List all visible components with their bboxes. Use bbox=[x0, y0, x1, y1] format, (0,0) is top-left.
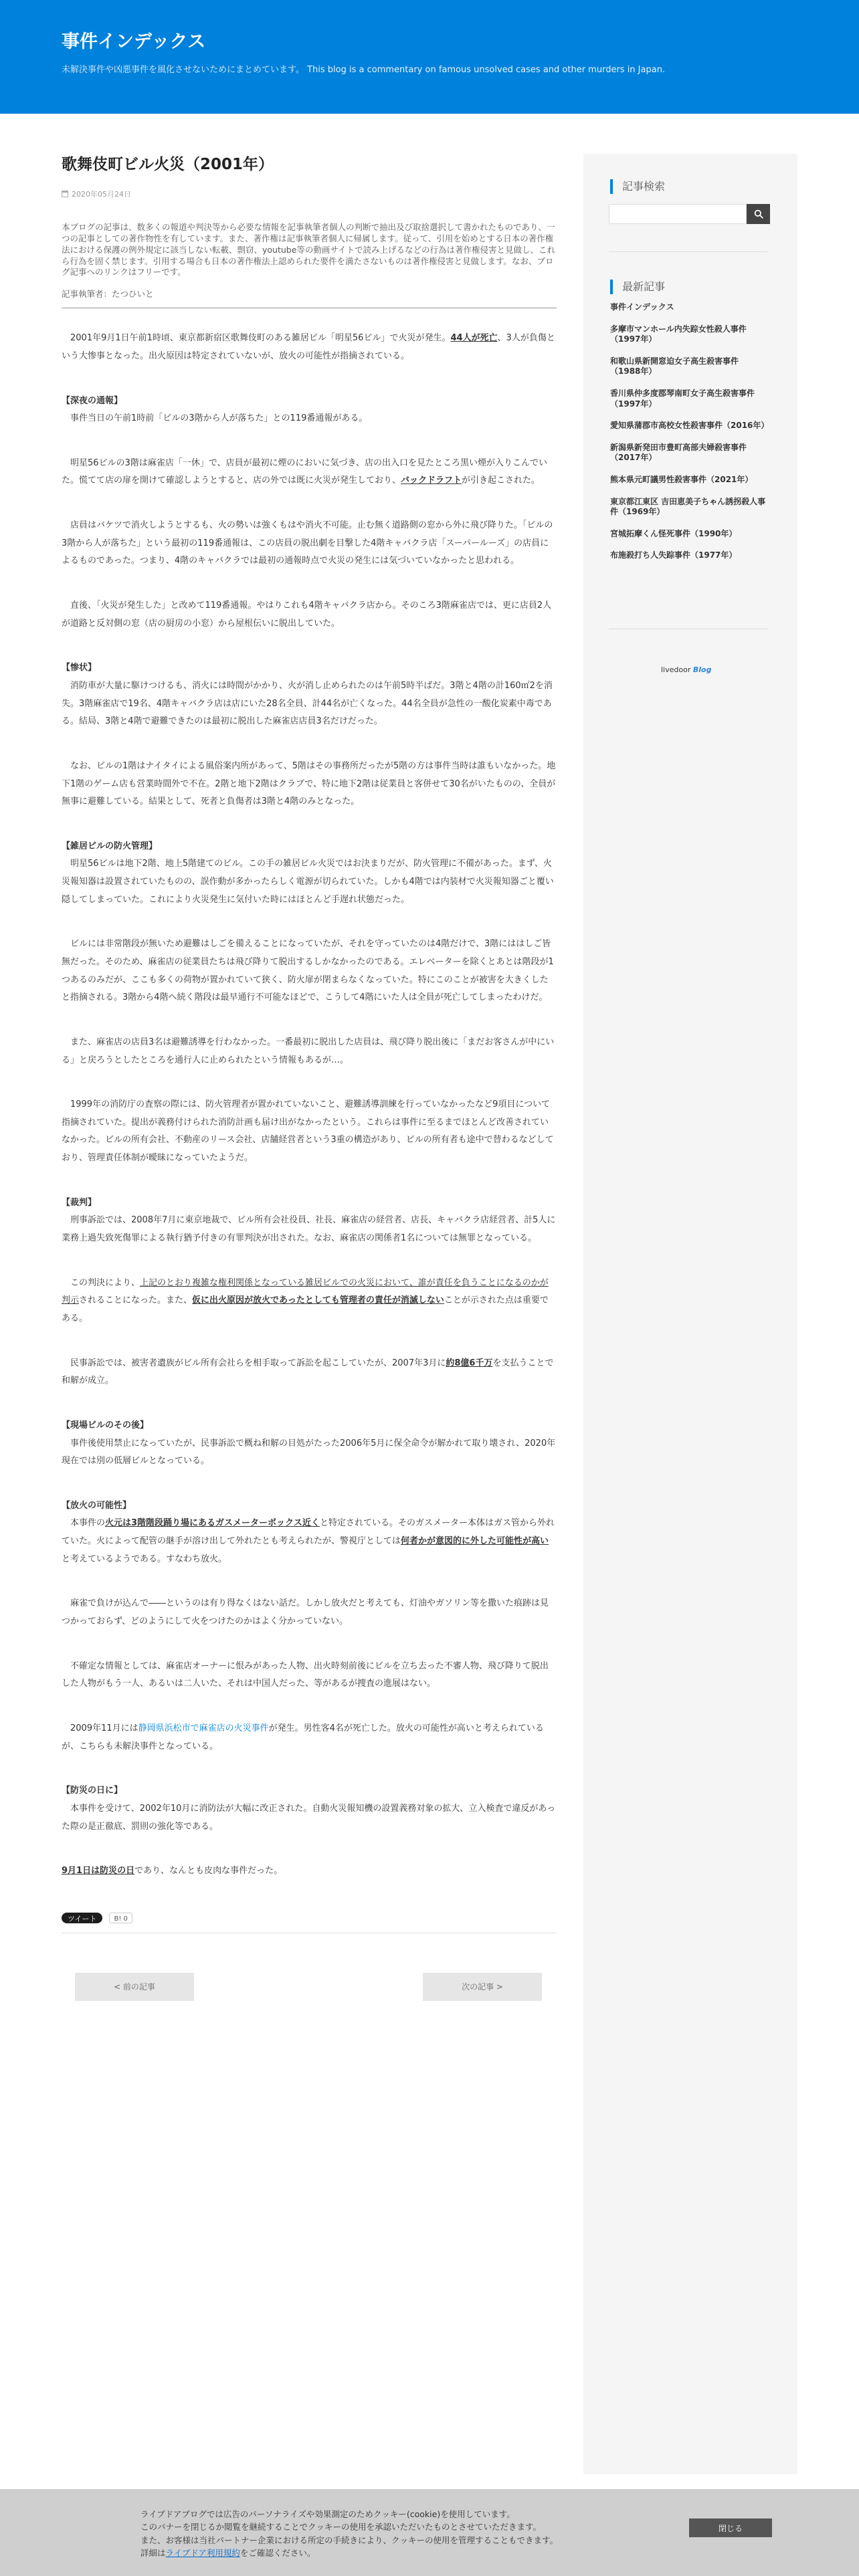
recent-article-link[interactable]: 愛知県蒲郡市高校女性殺害事件（2016年） bbox=[610, 421, 769, 431]
recent-article-link[interactable]: 東京都江東区 吉田恵美子ちゃん誘拐殺人事件（1969年） bbox=[610, 496, 766, 517]
paragraph bbox=[62, 1720, 557, 1755]
paragraph: なお、ビルの1階はナイタイによる風俗案内所があって、5階はその事務所だったが5階の方は事件当時は誰もいなかった。地下1階のゲーム店も営業時間外で不在。2階と地下2階はクラブで、特に地下2階は従業員と客併せて30名がいたものの、全員が無事に避難している。結果として、死者と負傷者は3階と4階のみとなった。 bbox=[62, 760, 556, 807]
recent-articles-list bbox=[610, 302, 768, 572]
recent-article-item bbox=[610, 324, 768, 345]
paragraph bbox=[62, 1862, 557, 1881]
hamamatsu-case-link[interactable]: 静岡県浜松市で麻雀店の火災事件 bbox=[138, 1723, 269, 1733]
paragraph-text: と考えているようである。すなわち放火。 bbox=[62, 1553, 227, 1564]
paragraph: 刑事訴訟では、2008年7月に東京地裁で、ビル所有会社役員、社長、麻雀店の経営者、店長、キャバクラ店経営者、計5人に業務上過失致死傷罪による執行猶予付きの有罪判決が出された。なお、麻雀店の関係者1名については無罪となっている。 bbox=[62, 1215, 556, 1244]
section-heading: 【裁判】 bbox=[62, 1197, 97, 1208]
paragraph-text: と特定されている。そのガスメーター本体はガス管から外れていた。火によって配管の継手が溶け出して外れたとも考えられたが、警視庁としては bbox=[62, 1518, 555, 1547]
recent-article-link[interactable]: 布施殺打ち人失踪事件（1977年） bbox=[610, 550, 737, 560]
terms-of-use-link[interactable]: ライブドア利用規約 bbox=[165, 2548, 240, 2559]
search-widget-heading: 記事検索 bbox=[610, 179, 665, 194]
cookie-close-button[interactable]: 閉じる bbox=[689, 2518, 772, 2537]
section-heading: 【現場ビルのその後】 bbox=[62, 1420, 149, 1430]
next-article-button[interactable]: 次の記事 > bbox=[423, 1973, 542, 2001]
recent-article-link[interactable]: 多摩市マンホール内失踪女性殺人事件（1997年） bbox=[610, 324, 747, 344]
article-author: 記事執筆者：たつひいと bbox=[62, 288, 557, 308]
paragraph: 不確定な情報としては、麻雀店オーナーに恨みがあった人物、出火時刻前後にビルを立ち去った不審人物、飛び降りて脱出した人物がもう一人、あるいは二人いた、それは中国人だった、等があるが捜査の進展はない。 bbox=[62, 1660, 549, 1689]
section-trial bbox=[62, 1194, 557, 1390]
cookie-line: 詳細は bbox=[140, 2548, 166, 2559]
recent-article-link[interactable]: 和歌山県新開窓迫女子高生殺害事件（1988年） bbox=[610, 356, 739, 377]
cookie-message bbox=[140, 2508, 649, 2560]
recent-article-item bbox=[610, 497, 768, 518]
paragraph: 店員はバケツで消火しようとするも、火の勢いは強くもはや消火不可能。止む無く道路側の窓から外に飛び降りた。「ビルの3階から人が落ちた」という最初の119番通報は、この店員の脱出劇を目撃した4階キャバクラ店「スーパールーズ」の店員によるものであった。つまり、4階のキャバクラでは最初の通報時点で火災の発生には気づいていなかったと思われる。 bbox=[62, 520, 553, 566]
sidebar-divider bbox=[609, 251, 768, 252]
paragraph-text: ことが示された点は重要である。 bbox=[62, 1295, 549, 1323]
copyright-disclaimer: 本ブログの記事は、数多くの報道や判決等から必要な情報を記事執筆者個人の判断で抽出及び取捨選択して書かれたものであり、一つの記事としての著作物性を有しています。また、著作権は記事執筆者個人に帰属します。従って、引用を始めとする日本の著作権法における保護の例外規定に該当しない転載、剽窃、youtube等の動画サイトで読み上げるなどの行為は著作権侵害と見做し、これら行為を固く禁じます。引用する場合も日本の著作権法上認められた要件を満たさないものは著作権侵害と見做します。なお、ブログ記事へのリンクはフリーです。 bbox=[62, 221, 556, 278]
livedoor-blog-logo[interactable] bbox=[661, 665, 711, 674]
underlined-text: 上記のとおり複雑な権利関係となっている雑居ビルでの火災において、誰が責任を負うことになるのかが判示 bbox=[62, 1277, 549, 1306]
section-heading: 【雑居ビルの防火管理】 bbox=[62, 841, 158, 851]
recent-article-item bbox=[610, 421, 768, 431]
recent-article-link[interactable]: 事件インデックス bbox=[610, 302, 674, 312]
article-date bbox=[62, 189, 557, 199]
paragraph: 1999年の消防庁の査察の際には、防火管理者が置かれていないこと、避難誘導訓練を行っていなかったなど9項目について指摘されていた。提出が義務付けられた消防計画も届け出がなかったという。これらは事件に至るまでほとんど改善されていなかった。ビルの所有会社、不動産のリース会社、店舗経営者という3重の構造があり、ビルの所有者も途中で替わるなどしており、管理責任体制が曖昧になっていたようだ。 bbox=[62, 1099, 554, 1164]
recent-article-item bbox=[610, 475, 768, 486]
calendar-icon bbox=[62, 191, 68, 197]
share-buttons bbox=[62, 1913, 557, 1933]
recent-article-item bbox=[610, 443, 768, 463]
section-fire-safety bbox=[62, 838, 557, 1168]
article-title: 歌舞伎町ビル火災（2001年） bbox=[62, 156, 274, 173]
recent-article-item bbox=[610, 356, 768, 377]
paragraph-text: 民事訴訟では、被害者遺族がビル所有会社らを相手取って訴訟を起こしていたが、2007年3月に bbox=[62, 1358, 446, 1368]
recent-article-link[interactable]: 香川県仲多度郡琴南町女子高生殺害事件（1997年） bbox=[610, 388, 755, 409]
section-arson bbox=[62, 1497, 557, 1755]
intro-paragraph bbox=[62, 330, 557, 365]
recent-article-link[interactable]: 宮城拓摩くん怪死事件（1990年） bbox=[610, 528, 737, 538]
logo-text: livedoor bbox=[661, 665, 691, 674]
paragraph bbox=[62, 455, 557, 490]
backdraft-highlight: バックドラフト bbox=[401, 475, 462, 486]
paragraph bbox=[62, 1355, 557, 1390]
paragraph: 直後、「火災が発生した」と改めて119番通報。やはりこれも4階キャバクラ店から。そのころ3階麻雀店では、更に店員2人が道路と反対側の窓（店の厨房の小窓）から屋根伝いに脱出していた。 bbox=[62, 601, 552, 629]
recent-article-item bbox=[610, 389, 768, 409]
recent-article-item bbox=[610, 529, 768, 540]
search-icon bbox=[754, 209, 763, 219]
fire-origin-highlight: 火元は3階階段踊り場にあるガスメーターボックス近く bbox=[105, 1518, 320, 1529]
site-description: 未解決事件や凶悪事件を風化させないためにまとめています。 This blog is a commentary on famous unsolved cases and other murders in Japan. bbox=[62, 65, 666, 75]
paragraph bbox=[62, 1275, 557, 1328]
prev-article-button[interactable]: < 前の記事 bbox=[75, 1973, 194, 2001]
search-button[interactable] bbox=[747, 204, 770, 224]
section-late-night-call bbox=[62, 393, 557, 633]
recent-article-item bbox=[610, 302, 768, 313]
article bbox=[62, 155, 557, 1907]
paragraph-text: 2009年11月には bbox=[62, 1723, 138, 1733]
hatena-bookmark-button[interactable]: B! 0 bbox=[109, 1913, 132, 1923]
disaster-day-highlight: 9月1日は防災の日 bbox=[62, 1866, 135, 1876]
intro-text-2: 、3人が負傷という大惨事となった。出火原因は特定されていないが、放火の可能性が指摘されている。 bbox=[62, 333, 555, 361]
paragraph-text: が発生。男性客4名が死亡した。放火の可能性が高いと考えられているが、こちらも未解決事件となっている。 bbox=[62, 1723, 544, 1751]
paragraph bbox=[62, 1515, 557, 1568]
paragraph-text: 本事件の bbox=[62, 1518, 106, 1529]
paragraph-text: であり、なんとも皮肉な事件だった。 bbox=[134, 1866, 283, 1876]
cookie-line: このバナーを閉じるか閲覧を継続することでクッキーの使用を承認いただいたものとさせていただきます。 bbox=[140, 2522, 542, 2533]
intentional-highlight: 何者かが意図的に外した可能性が高い bbox=[401, 1536, 549, 1547]
bold-underlined-text: 仮に出火原因が放火であったとしても管理者の責任が消滅しない bbox=[192, 1295, 444, 1306]
paragraph-text: 明星56ビルの3階は麻雀店「一休」で、店員が最初に煙のにおいに気づき、店の出入口を見たところ黒い煙が入りこんでいた。慌てて店の扉を開けて確認しようとすると、店の外では既に火災が発生しており、 bbox=[62, 457, 548, 486]
section-heading: 【惨状】 bbox=[62, 663, 97, 673]
cookie-consent-banner bbox=[0, 2489, 859, 2576]
paragraph: また、麻雀店の店員3名は避難誘導を行わなかった。一番最初に脱出した店員は、飛び降り脱出後に「まだお客さんが中にいる」と戻ろうとしたところを通行人に止められたという情報もあるが…。 bbox=[62, 1037, 555, 1065]
cookie-line: をご確認ください。 bbox=[240, 2548, 316, 2559]
paragraph: 麻雀で負けが込んで――というのは有り得なくはない話だ。しかし放火だと考えても、灯油やガソリン等を撒いた痕跡は見つかっておらず、どのようにして火をつけたのかはよく分かっていない。 bbox=[62, 1598, 549, 1627]
logo-blog-text: Blog bbox=[692, 665, 712, 674]
paragraph-text: を支払うことで和解が成立。 bbox=[62, 1358, 554, 1386]
search-input[interactable] bbox=[609, 204, 747, 224]
intro-text: 2001年9月1日午前1時頃、東京都新宿区歌舞伎町のある雑居ビル「明星56ビル」で火災が発生。 bbox=[62, 333, 451, 344]
article-date-text: 2020年05月24日 bbox=[72, 189, 131, 199]
paragraph-text: この判決により、 bbox=[62, 1277, 140, 1288]
recent-articles-heading: 最新記事 bbox=[610, 280, 665, 294]
paragraph: ビルには非常階段が無いため避難はしごを備えることになっていたが、それを守っていたのは4階だけで、3階にははしご皆無だった。そのため、麻雀店の従業員たちは飛び降りて脱出するしかなかったのである。エレベーターを除くとあとは階段が1つあるのみだが、ここも多くの荷物が置かれていて狭く、防火扉が閉まらなくなっていた。特にこのことが被害を大きくしたと指摘される。3階から4階へ続く階段は最早通行不可能なほどで、こうして4階にいた人は全員が死亡してしまったわけだ。 bbox=[62, 939, 554, 1003]
recent-article-link[interactable]: 新潟県新発田市豊町高部夫婦殺害事件（2017年） bbox=[610, 442, 747, 463]
section-aftermath bbox=[62, 1417, 557, 1471]
death-toll-highlight: 44人が死亡 bbox=[450, 333, 498, 344]
cookie-line: ライブドアブログでは広告のパーソナライズや効果測定のためクッキー(cookie)を使用しています。 bbox=[140, 2509, 515, 2519]
paragraph: 事件後使用禁止になっていたが、民事訴訟で概ね和解の目処がたった2006年5月に保全命令が解かれて取り壊され、2020年現在では別の低層ビルとなっている。 bbox=[62, 1438, 556, 1467]
cookie-line: また、お客様は当社パートナー企業における所定の手続きにより、クッキーの使用を管理することもできます。 bbox=[140, 2535, 559, 2545]
article-body bbox=[62, 330, 557, 1881]
paragraph: 消防車が大量に駆けつけるも、消火には時間がかかり、火が消し止められたのは午前5時半ばだ。3階と4階の計160㎡2を消失。3階麻雀店で19名、4階キャバクラ店は店にいた28名全員、計44名が亡くなった。44名全員が急性の一酸化炭素中毒である。結局、3階と4階で避難できたのは最初に脱出した麻雀店店員3名だけだった。 bbox=[62, 680, 553, 727]
section-disaster-day bbox=[62, 1782, 557, 1881]
recent-article-link[interactable]: 熊本県元町議男性殺害事件（2021年） bbox=[610, 474, 753, 484]
section-heading: 【深夜の通報】 bbox=[62, 395, 123, 406]
paragraph-text: されることになった。また、 bbox=[79, 1295, 193, 1306]
paragraph: 明星56ビルは地下2階、地上5階建てのビル。この手の雑居ビル火災ではお決まりだが、防火管理に不備があった。まず、火災報知器は設置されていたものの、誤作動が多かったらしく電源が切られていた。しかも4階では内装材で火災報知器ごと覆い隠してしまっていた。これにより火災発生に気付いた時にはほとんど手遅れ状態だった。 bbox=[62, 859, 554, 905]
section-devastation bbox=[62, 659, 557, 811]
section-heading: 【防災の日に】 bbox=[62, 1786, 123, 1796]
paragraph: 本事件を受けて、2002年10月に消防法が大幅に改正された。自動火災報知機の設置義務対象の拡大、立入検査で違反があった際の是正徹底、罰則の強化等である。 bbox=[62, 1803, 556, 1832]
paragraph: 事件当日の午前1時前「ビルの3階から人が落ちた」との119番通報がある。 bbox=[62, 413, 368, 424]
recent-article-item bbox=[610, 550, 768, 561]
site-title-link[interactable]: 事件インデックス bbox=[62, 31, 206, 52]
paragraph-text: が引き起こされた。 bbox=[462, 475, 541, 486]
site-header bbox=[0, 0, 859, 114]
tweet-button[interactable]: ツイート bbox=[62, 1913, 102, 1923]
settlement-amount-highlight: 約8億6千万 bbox=[446, 1358, 493, 1368]
section-heading: 【放火の可能性】 bbox=[62, 1500, 132, 1511]
